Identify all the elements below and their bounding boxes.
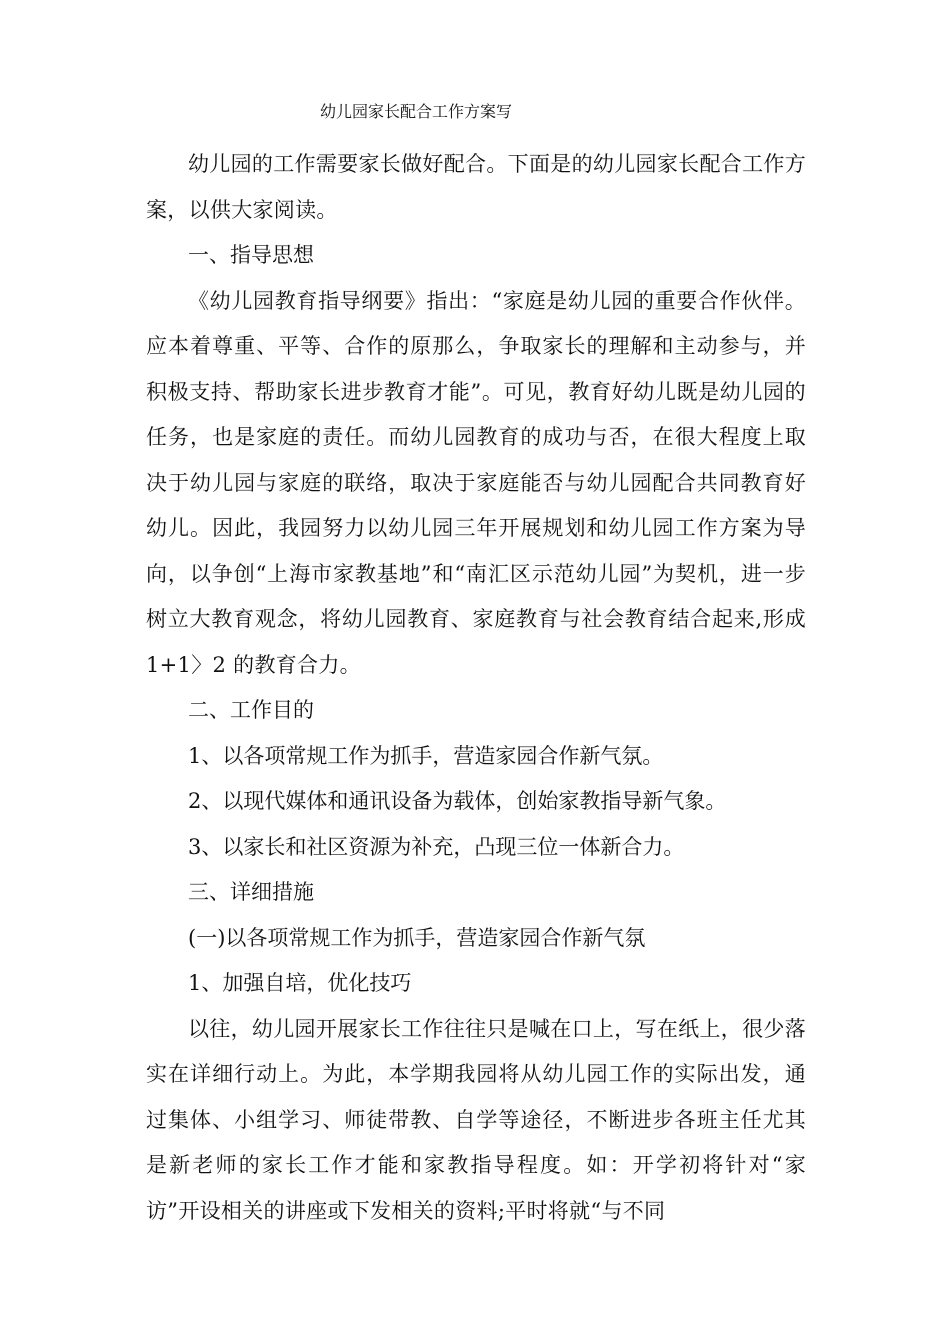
guiding-thought-paragraph: 《幼儿园教育指导纲要》指出：“家庭是幼儿园的重要合作伙伴。应本着尊重、平等、合作的原那么，争取家长的理解和主动参与，并积极支持、帮助家长进步教育才能”。可见，教育好幼儿既是幼儿园的任务，也是家庭的责任。而幼儿园教育的成功与否，在很大程度上取决于幼儿园与家庭的联络，取决于家庭能否与幼儿园配合共同教育好幼儿。因此，我园努力以幼儿园三年开展规划和幼儿园工作方案为导向，以争创“上海市家教基地”和“南汇区示范幼儿园”为契机，进一步树立大教育观念，将幼儿园教育、家庭教育与社会教育结合起来,形成 1+1〉2 的教育合力。 [146,288,806,677]
item-heading-self-training: 1、加强自培，优化技巧 [188,971,412,995]
document-body [146,142,806,1234]
section-heading-measures: 三、详细措施 [188,880,314,904]
subsection-heading-routine-work: (一)以各项常规工作为抓手，营造家园合作新气氛 [188,925,646,950]
self-training-paragraph: 以往，幼儿园开展家长工作往往只是喊在口上，写在纸上，很少落实在详细行动上。为此，本学期我园将从幼儿园工作的实际出发，通过集体、小组学习、师徒带教、自学等途径，不断进步各班主任尤其是新老师的家长工作才能和家教指导程度。如：开学初将针对“家访”开设相关的讲座或下发相关的资料;平时将就“与不同 [146,1016,806,1223]
section-heading-work-goals: 二、工作目的 [188,698,314,722]
goal-item-1: 1、以各项常规工作为抓手，营造家园合作新气氛。 [188,743,664,768]
section-heading-guiding-thought: 一、指导思想 [188,243,314,267]
goal-item-2: 2、以现代媒体和通讯设备为载体，创始家教指导新气象。 [188,789,727,813]
goal-item-3: 3、以家长和社区资源为补充，凸现三位一体新合力。 [188,834,685,859]
document-title: 幼儿园家长配合工作方案写 [320,102,513,121]
intro-paragraph: 幼儿园的工作需要家长做好配合。下面是的幼儿园家长配合工作方案，以供大家阅读。 [146,152,806,222]
